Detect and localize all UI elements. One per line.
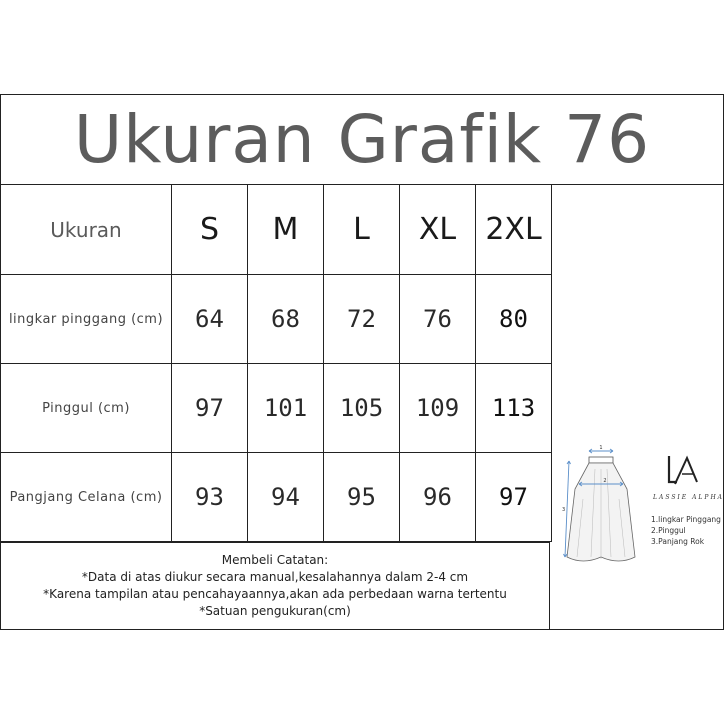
title-bar xyxy=(1,95,723,185)
legend-item: 2.Pinggul xyxy=(651,526,686,535)
row-label-waist: lingkar pinggang (cm) xyxy=(1,275,172,364)
size-m: M xyxy=(248,185,324,275)
notes-section xyxy=(1,542,550,629)
chart-title: Ukuran Grafik 76 xyxy=(73,101,651,178)
table-cell: 95 xyxy=(324,453,400,542)
table-cell: 68 xyxy=(248,275,324,364)
table-cell: 113 xyxy=(476,364,552,453)
measurement-legend xyxy=(651,514,721,547)
table-cell: 72 xyxy=(324,275,400,364)
legend-item: 3.Panjang Rok xyxy=(651,537,705,546)
table-cell: 94 xyxy=(248,453,324,542)
brand-name: LASSIE ALPHA xyxy=(653,494,725,501)
legend-item: 1.lingkar Pinggang xyxy=(651,515,721,524)
note-line: *Satuan pengukuran(cm) xyxy=(199,604,351,618)
table-cell: 96 xyxy=(400,453,476,542)
marker-2: 2 xyxy=(603,478,607,484)
note-line: *Data di atas diukur secara manual,kesalahannya dalam 2-4 cm xyxy=(81,570,469,584)
table-row xyxy=(1,275,552,364)
table-cell: 97 xyxy=(172,364,248,453)
row-label-length: Pangjang Celana (cm) xyxy=(1,453,172,542)
table-cell: 109 xyxy=(400,364,476,453)
table-row xyxy=(1,453,552,542)
size-s: S xyxy=(172,185,248,275)
size-chart xyxy=(0,94,724,630)
skirt-diagram-panel xyxy=(551,184,723,629)
table-row xyxy=(1,364,552,453)
table-cell: 76 xyxy=(400,275,476,364)
table-cell: 80 xyxy=(476,275,552,364)
header-label: Ukuran xyxy=(1,185,172,275)
notes-heading: Membeli Catatan: xyxy=(221,553,329,567)
brand-logo-icon xyxy=(659,452,709,492)
table-header-row xyxy=(1,185,552,275)
marker-3: 3 xyxy=(562,507,566,513)
note-line: *Karena tampilan atau pencahayaannya,akan ada perbedaan warna tertentu xyxy=(43,587,507,601)
skirt-diagram-icon xyxy=(561,439,641,579)
table-cell: 101 xyxy=(248,364,324,453)
table-cell: 64 xyxy=(172,275,248,364)
size-xl: XL xyxy=(400,185,476,275)
size-2xl: 2XL xyxy=(476,185,552,275)
table-cell: 97 xyxy=(476,453,552,542)
marker-1: 1 xyxy=(599,445,603,451)
row-label-hip: Pinggul (cm) xyxy=(1,364,172,453)
table-cell: 105 xyxy=(324,364,400,453)
size-table xyxy=(1,184,552,542)
size-l: L xyxy=(324,185,400,275)
table-cell: 93 xyxy=(172,453,248,542)
